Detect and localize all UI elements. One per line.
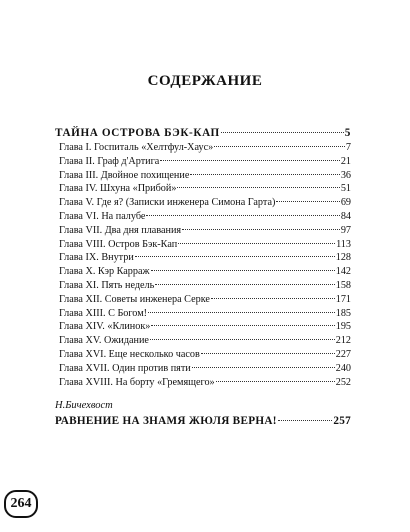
toc-chapter-entry bbox=[55, 182, 351, 196]
toc-entry-page: 171 bbox=[335, 293, 351, 305]
toc-chapter-entry bbox=[55, 155, 351, 169]
toc-entry-label: Глава XII. Советы инженера Серке bbox=[59, 293, 210, 305]
dot-leader bbox=[276, 200, 339, 202]
toc-entry-page: 185 bbox=[335, 307, 351, 319]
toc-entry-label: Глава XIII. С Богом! bbox=[59, 307, 148, 319]
toc-entry-label: Глава IV. Шхуна «Прибой» bbox=[59, 183, 177, 195]
toc-entry-page: 21 bbox=[340, 155, 351, 167]
dot-leader bbox=[216, 380, 335, 382]
toc-entry-page: 51 bbox=[340, 183, 351, 195]
dot-leader bbox=[150, 338, 335, 340]
toc-entry-page: 84 bbox=[340, 210, 351, 222]
toc-entry-label: Глава XVI. Еще несколько часов bbox=[59, 348, 200, 360]
dot-leader bbox=[278, 419, 333, 421]
dot-leader bbox=[201, 352, 335, 354]
toc-chapter-entry bbox=[55, 334, 351, 348]
page-title: СОДЕРЖАНИЕ bbox=[147, 73, 263, 89]
dot-leader bbox=[221, 131, 344, 133]
toc-entry-label: Глава VIII. Остров Бэк-Кап bbox=[59, 238, 178, 250]
chapter-list bbox=[55, 141, 351, 389]
toc-entry-label: Глава XVII. Один против пяти bbox=[59, 362, 191, 374]
toc-entry-label: Глава XV. Ожидание bbox=[59, 335, 149, 347]
toc-chapter-entry bbox=[55, 320, 351, 334]
dot-leader bbox=[192, 366, 335, 368]
toc-entry-label: Глава X. Кэр Карраж bbox=[59, 266, 150, 278]
toc-chapter-entry bbox=[55, 169, 351, 183]
toc-chapter-entry bbox=[55, 196, 351, 210]
toc-chapter-entry bbox=[55, 265, 351, 279]
toc-entry-label: Глава XIV. «Клинок» bbox=[59, 321, 151, 333]
toc-entry-label: Глава I. Госпиталь «Хелтфул-Хаус» bbox=[59, 142, 214, 153]
toc-chapter-entry bbox=[55, 362, 351, 376]
dot-leader bbox=[148, 311, 335, 313]
dot-leader bbox=[151, 269, 335, 271]
toc-entry-page: 128 bbox=[335, 252, 351, 264]
dot-leader bbox=[177, 186, 339, 188]
dot-leader bbox=[211, 297, 335, 299]
toc-entry-page: 212 bbox=[335, 335, 351, 347]
table-of-contents bbox=[55, 125, 351, 429]
toc-entry-label: Глава III. Двойное похищение bbox=[59, 169, 190, 181]
toc-entry-label: Глава II. Граф д'Артига bbox=[59, 155, 160, 167]
toc-final-entry bbox=[55, 413, 351, 429]
toc-entry-label: Глава V. Где я? (Записки инженера Симона Гарта) bbox=[59, 197, 276, 209]
toc-entry-label: Глава XVIII. На борту «Гремящего» bbox=[59, 376, 215, 388]
toc-chapter-entry bbox=[55, 348, 351, 362]
toc-chapter-entry bbox=[55, 279, 351, 293]
toc-entry-page: 227 bbox=[335, 348, 351, 360]
toc-entry-label: ТАЙНА ОСТРОВА БЭК-КАП bbox=[55, 127, 220, 139]
toc-entry-page: 36 bbox=[340, 169, 351, 181]
toc-chapter-entry bbox=[55, 293, 351, 307]
toc-entry-page: 5 bbox=[344, 127, 351, 139]
dot-leader bbox=[155, 283, 334, 285]
dot-leader bbox=[190, 173, 339, 175]
toc-entry-page: 69 bbox=[340, 197, 351, 209]
toc-entry-page: 158 bbox=[335, 279, 351, 291]
toc-entry-page: 7 bbox=[345, 142, 351, 153]
toc-entry-page: 142 bbox=[335, 266, 351, 278]
toc-entry-page: 257 bbox=[333, 415, 351, 428]
dot-leader bbox=[214, 145, 345, 147]
toc-entry-label: Глава VII. Два дня плавания bbox=[59, 224, 182, 236]
toc-chapter-entry bbox=[55, 210, 351, 224]
dot-leader bbox=[178, 242, 335, 244]
toc-chapter-entry bbox=[55, 251, 351, 265]
dot-leader bbox=[135, 255, 335, 257]
author-name: Н.Бичехвост bbox=[55, 400, 113, 412]
dot-leader bbox=[151, 324, 334, 326]
toc-entry-page: 252 bbox=[335, 376, 351, 388]
page-number: 264 bbox=[4, 490, 38, 518]
toc-entry-label: Глава XI. Пять недель bbox=[59, 279, 155, 291]
dot-leader bbox=[160, 159, 340, 161]
toc-entry-page: 240 bbox=[335, 362, 351, 374]
dot-leader bbox=[146, 214, 339, 216]
toc-entry-label: Глава VI. На палубе bbox=[59, 210, 146, 222]
toc-chapter-entry bbox=[55, 238, 351, 252]
toc-entry-page: 97 bbox=[340, 224, 351, 236]
toc-entry-label: Глава IX. Внутри bbox=[59, 252, 134, 264]
toc-chapter-entry bbox=[55, 224, 351, 238]
toc-chapter-entry bbox=[55, 307, 351, 321]
toc-chapter-entry bbox=[55, 141, 351, 155]
toc-entry-page: 113 bbox=[336, 238, 351, 250]
toc-main-entry bbox=[55, 125, 351, 141]
toc-entry-label: РАВНЕНИЕ НА ЗНАМЯ ЖЮЛЯ ВЕРНА! bbox=[55, 415, 277, 428]
toc-entry-page: 195 bbox=[335, 321, 351, 333]
toc-chapter-entry bbox=[55, 376, 351, 390]
dot-leader bbox=[182, 228, 340, 230]
